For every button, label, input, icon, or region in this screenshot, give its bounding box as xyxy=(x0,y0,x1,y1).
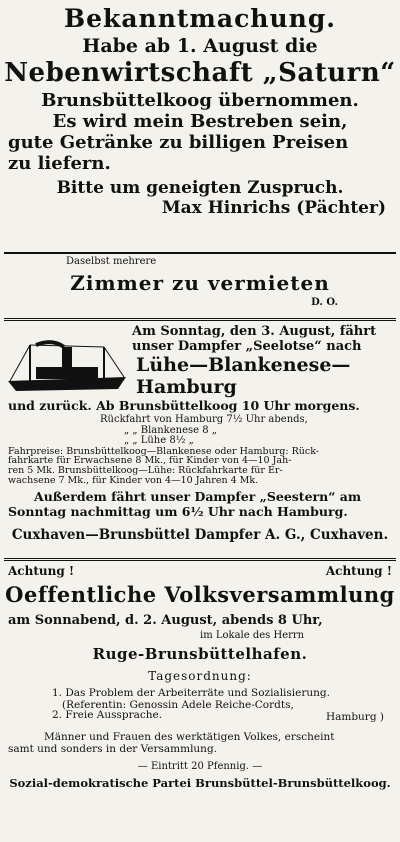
divider xyxy=(4,558,396,561)
ad-line: „ „ Blankenese 8 „ xyxy=(124,424,217,436)
ad-line: Tagesordnung: xyxy=(148,669,252,683)
ad-signature: Cuxhaven—Brunsbüttel Dampfer A. G., Cuxhaven. xyxy=(11,527,389,544)
attention-label: Achtung ! xyxy=(325,564,392,578)
ad-rooms xyxy=(4,256,396,308)
ad-line: samt und sonders in der Versammlung. xyxy=(8,743,218,755)
ad-signature: Max Hinrichs (Pächter) xyxy=(161,198,386,218)
ad-line: Habe ab 1. August die xyxy=(82,35,318,57)
ad-line: Männer und Frauen des werktätigen Volkes, erscheint xyxy=(44,731,335,743)
ad-saturn xyxy=(4,2,396,218)
attention-label: Achtung ! xyxy=(8,564,75,578)
ad-line: Am Sonntag, den 3. August, fährt xyxy=(132,324,377,339)
ad-line: ren 5 Mk. Brunsbüttelkoog—Lühe: Rückfahrkarte für Er- xyxy=(8,465,283,477)
ad-line: gute Getränke zu billigen Preisen xyxy=(8,132,349,153)
ad-title: Bekanntmachung. xyxy=(63,4,337,33)
ad-line: (Referentin: Genossin Adele Reiche-Cordts, xyxy=(62,699,294,711)
divider xyxy=(4,318,396,321)
ad-line: 1. Das Problem der Arbeiterräte und Sozialisierung. xyxy=(52,687,330,699)
ad-line: Brunsbüttelkoog übernommen. xyxy=(41,90,359,111)
ad-line: 2. Freie Aussprache. xyxy=(52,709,163,721)
ad-line: Sonntag nachmittag um 6½ Uhr nach Hamburg. xyxy=(8,504,348,520)
ad-line: — Eintritt 20 Pfennig. — xyxy=(137,761,263,772)
ad-headline: Nebenwirtschaft „Saturn“ xyxy=(4,58,396,88)
ad-line: Daselbst mehrere xyxy=(66,256,157,267)
ad-line: und zurück. Ab Brunsbüttelkoog 10 Uhr morgens. xyxy=(8,398,360,413)
ad-line: Fahrpreise: Brunsbüttelkoog—Blankenese oder Hamburg: Rück- xyxy=(8,445,319,457)
ad-line: Hamburg ) xyxy=(325,711,384,723)
ad-line: fahrkarte für Erwachsene 8 Mk., für Kinder von 4—10 Jah- xyxy=(8,455,292,467)
ad-assembly xyxy=(4,564,396,790)
ad-line: Rückfahrt von Hamburg 7½ Uhr abends, xyxy=(100,414,308,425)
divider xyxy=(4,252,396,254)
newspaper-clipping xyxy=(4,2,396,838)
ad-line: zu liefern. xyxy=(8,153,111,174)
ad-line: Bitte um geneigten Zuspruch. xyxy=(56,178,344,198)
ad-line: am Sonnabend, d. 2. August, abends 8 Uhr, xyxy=(8,613,323,628)
ad-signature: D. O. xyxy=(311,297,338,308)
ad-signature: Sozial-demokratische Partei Brunsbüttel-Brunsbüttelkoog. xyxy=(9,776,391,790)
ad-steamer xyxy=(4,324,396,543)
ad-line: wachsene 7 Mk., für Kinder von 4—10 Jahren 4 Mk. xyxy=(8,475,259,487)
ad-headline: Zimmer zu vermieten xyxy=(70,271,330,295)
ad-line: Außerdem fährt unser Dampfer „Seestern“ am xyxy=(34,489,362,505)
ad-headline: Lühe—Blankenese—Hamburg xyxy=(136,354,351,398)
ad-line: unser Dampfer „Seelotse“ nach xyxy=(132,339,362,354)
ad-line: Es wird mein Bestreben sein, xyxy=(52,111,348,132)
ad-headline: Oeffentliche Volksversammlung xyxy=(5,582,395,607)
ad-line: im Lokale des Herrn xyxy=(200,630,305,641)
ad-line: Ruge-Brunsbüttelhafen. xyxy=(92,645,308,663)
ad-line: „ „ Lühe 8½ „ xyxy=(124,435,194,446)
